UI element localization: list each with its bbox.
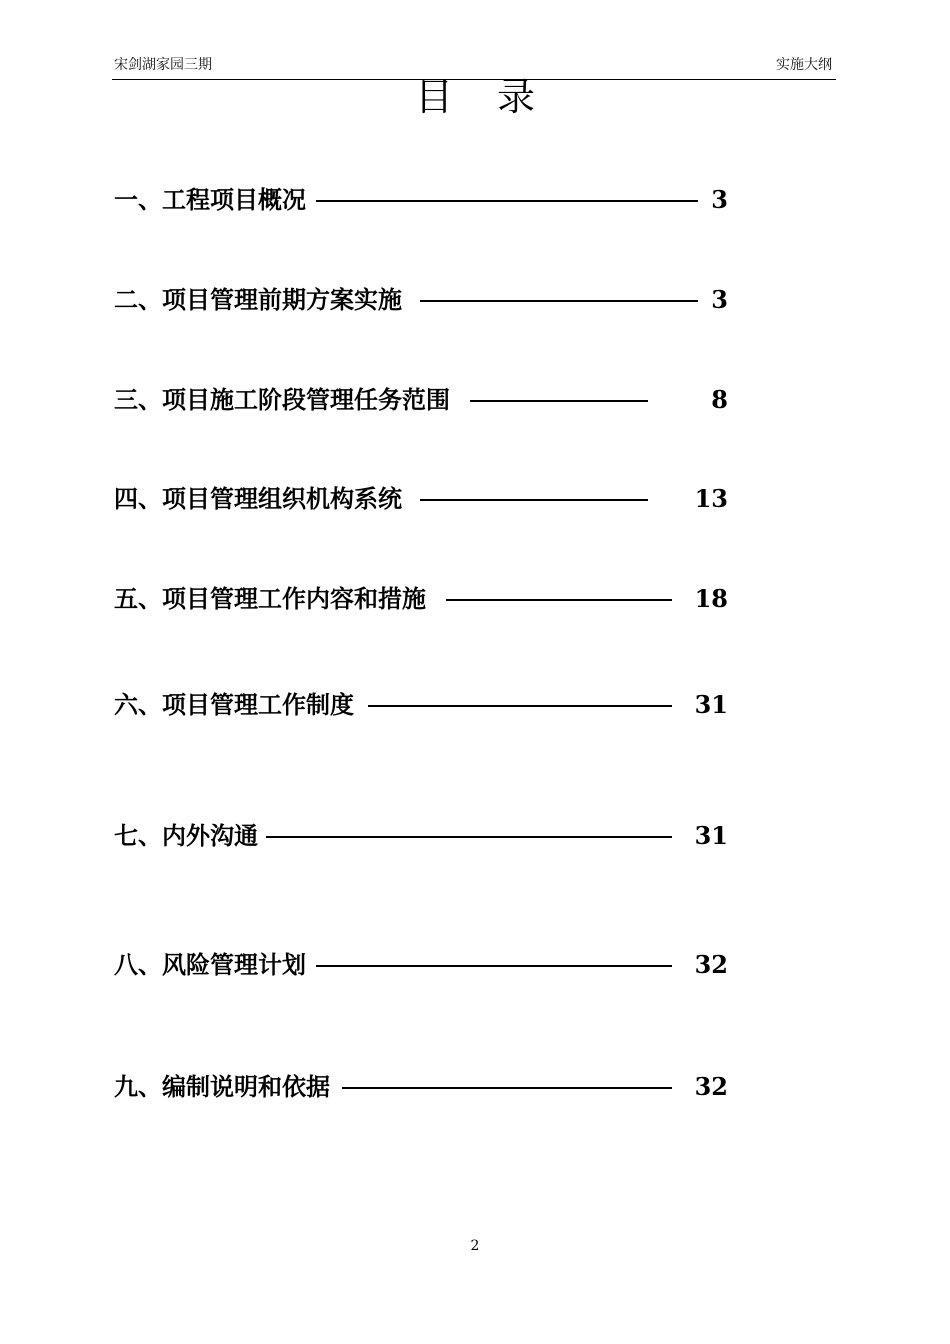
header-right-text: 实施大纲 bbox=[776, 57, 832, 73]
toc-leader bbox=[368, 705, 672, 707]
toc-leader bbox=[266, 836, 672, 838]
toc-entry-label: 八、风险管理计划 bbox=[114, 950, 306, 979]
footer-page-number: 2 bbox=[470, 1238, 480, 1254]
toc-entry-label: 九、编制说明和依据 bbox=[114, 1072, 330, 1101]
toc-leader bbox=[470, 400, 648, 402]
page-title: 目录 bbox=[414, 75, 579, 119]
toc-entry-page: 32 bbox=[694, 1072, 728, 1101]
toc-entry-page: 3 bbox=[711, 185, 728, 214]
toc-entry-page: 8 bbox=[711, 385, 728, 414]
toc-leader bbox=[420, 499, 648, 501]
toc-entry-page: 3 bbox=[711, 285, 728, 314]
toc-entry-page: 18 bbox=[694, 584, 728, 613]
toc-leader bbox=[342, 1087, 672, 1089]
toc-entry-label: 五、项目管理工作内容和措施 bbox=[114, 584, 426, 613]
toc-entry-label: 一、工程项目概况 bbox=[114, 185, 306, 214]
header-left-text: 宋剑湖家园三期 bbox=[114, 57, 212, 73]
toc-entry-page: 13 bbox=[694, 484, 728, 513]
toc-entry-label: 四、项目管理组织机构系统 bbox=[114, 484, 402, 513]
toc-leader bbox=[316, 965, 672, 967]
toc-entry-page: 32 bbox=[694, 950, 728, 979]
toc-entry-label: 七、内外沟通 bbox=[114, 821, 258, 850]
toc-entry-page: 31 bbox=[694, 690, 728, 719]
toc-entry-label: 二、项目管理前期方案实施 bbox=[114, 285, 402, 314]
toc-entry-label: 六、项目管理工作制度 bbox=[114, 690, 354, 719]
toc-entry-page: 31 bbox=[694, 821, 728, 850]
toc-entry-label: 三、项目施工阶段管理任务范围 bbox=[114, 385, 450, 414]
